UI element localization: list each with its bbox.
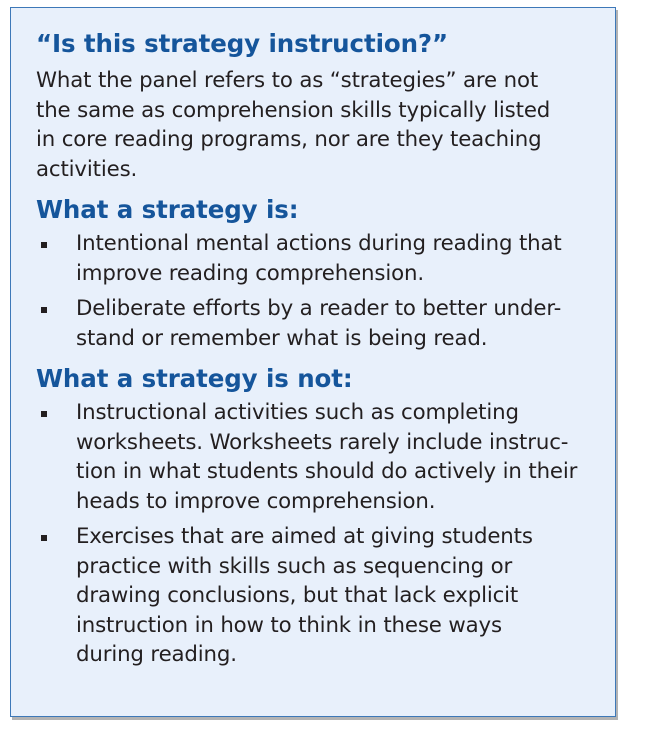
square-bullet-icon	[41, 411, 47, 417]
what-is-list	[36, 229, 591, 353]
list-item-text: Intentional mental actions during reading that improve reading comprehension.	[76, 231, 562, 286]
square-bullet-icon	[41, 307, 47, 313]
square-bullet-icon	[41, 242, 47, 248]
what-is-not-list	[36, 398, 591, 670]
list-item	[36, 522, 591, 670]
sidebar-panel	[10, 7, 616, 717]
square-bullet-icon	[41, 535, 47, 541]
panel-title: “Is this strategy instruction?”	[36, 29, 449, 58]
section-heading-what-is-not: What a strategy is not:	[36, 364, 353, 393]
list-item-text: Exercises that are aimed at giving students practice with skills such as sequencing or drawing conclusions, but that lack explicit instruction in how to think in these ways during reading.	[76, 524, 533, 667]
panel-intro: What the panel refers to as “strategies” are not the same as comprehension skills typically listed in core reading programs, nor are they teaching activities.	[36, 68, 551, 182]
list-item	[36, 398, 591, 516]
section-heading-what-is: What a strategy is:	[36, 195, 299, 224]
list-item	[36, 294, 591, 353]
list-item	[36, 229, 591, 288]
list-item-text: Instructional activities such as completing worksheets. Worksheets rarely include instruc- tion in what students should do actively in their heads to improve comprehension.	[76, 400, 578, 514]
list-item-text: Deliberate efforts by a reader to better under- stand or remember what is being read.	[76, 296, 562, 351]
